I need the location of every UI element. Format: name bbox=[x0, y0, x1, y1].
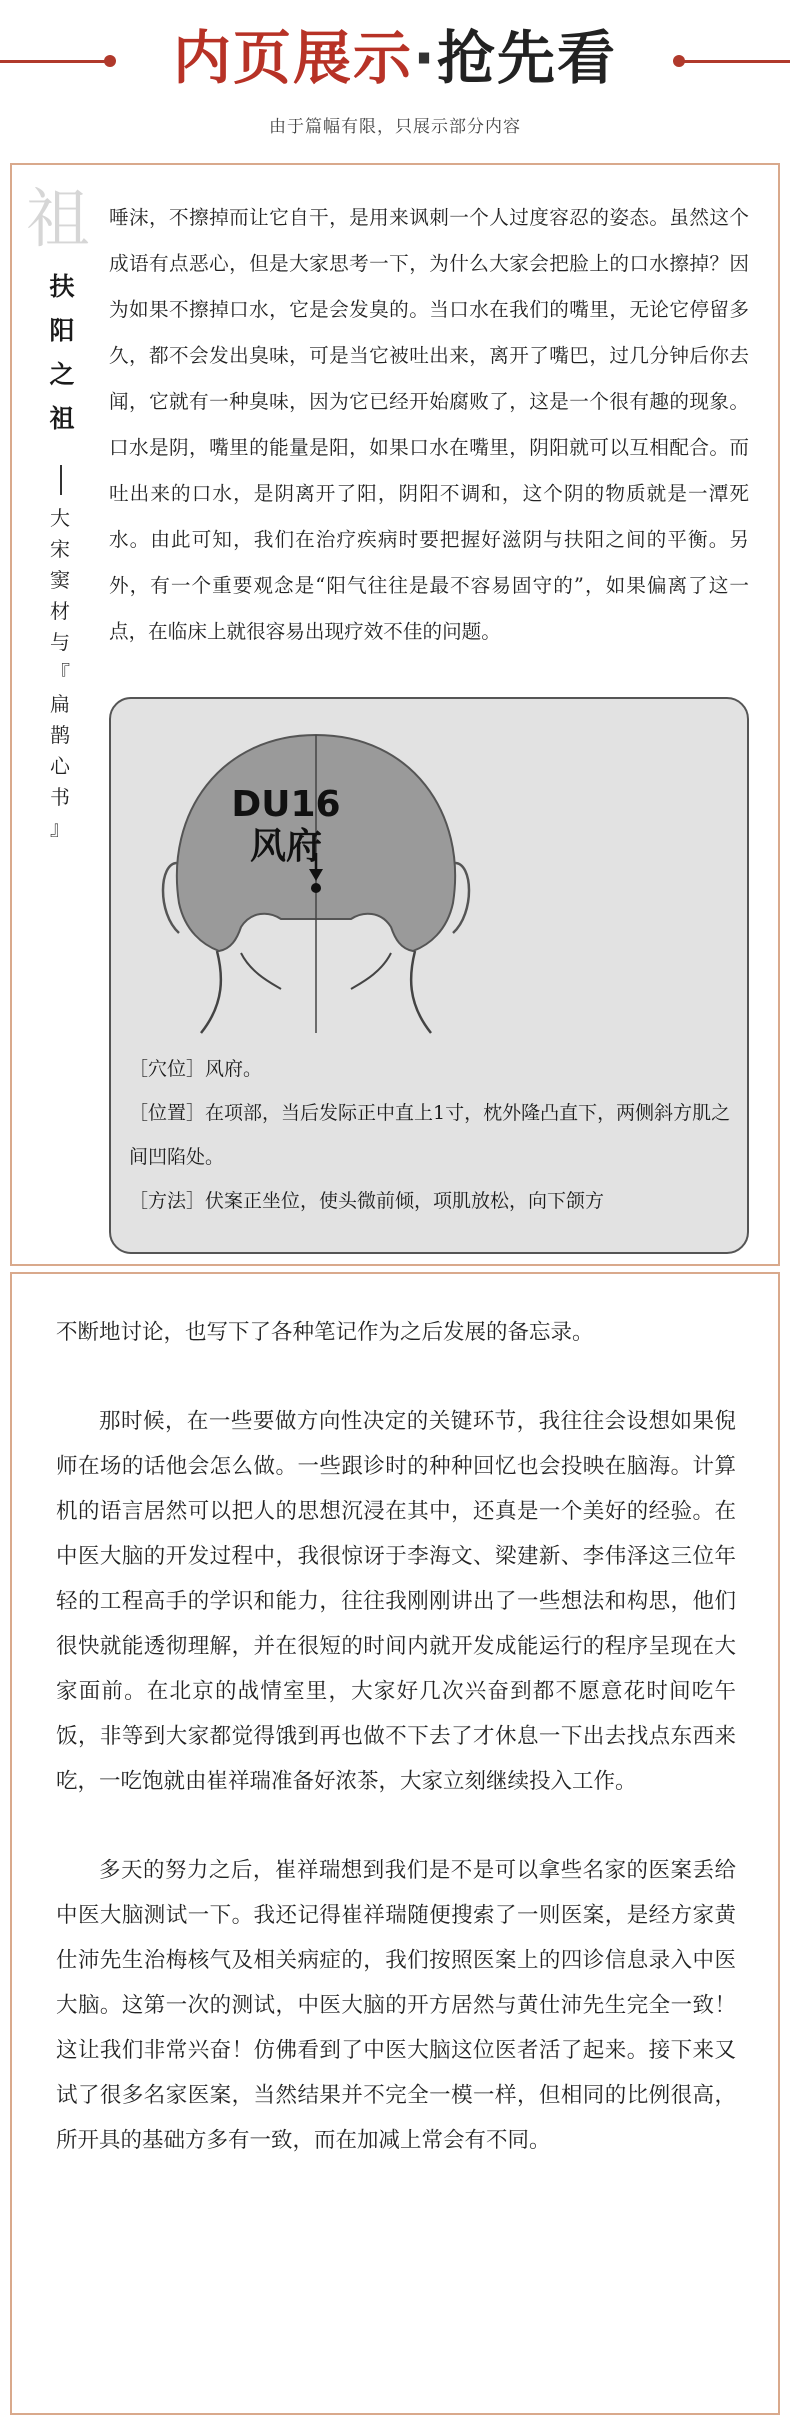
acupoint-label bbox=[206, 784, 366, 868]
header-dot-left bbox=[104, 55, 116, 67]
header-subtitle: 由于篇幅有限，只展示部分内容 bbox=[269, 117, 521, 137]
spine-sub-char: 窦 bbox=[50, 568, 70, 592]
spine-sub-char: 心 bbox=[50, 754, 70, 778]
header-title bbox=[120, 18, 670, 98]
spine-sub-char: 鹊 bbox=[50, 723, 70, 747]
book-page-2 bbox=[10, 1272, 780, 2415]
spine-title-char: 之 bbox=[49, 360, 75, 389]
spine-sub-char: 大 bbox=[50, 506, 70, 530]
acupoint-card bbox=[109, 697, 749, 1254]
spine-sub-char: 书 bbox=[50, 785, 70, 809]
header-banner bbox=[0, 0, 790, 150]
spine-title-char: 祖 bbox=[49, 404, 75, 433]
spine-sub-char: 』 bbox=[50, 816, 70, 840]
page2-paragraph: 不断地讨论，也写下了各种笔记作为之后发展的备忘录。 bbox=[56, 1320, 594, 1345]
spine-logo-watermark: 祖 bbox=[26, 183, 90, 257]
spine-sub-char: 扁 bbox=[50, 692, 70, 716]
page2-paragraph: 那时候，在一些要做方向性决定的关键环节，我往往会设想如果倪师在场的话他会怎么做。一些跟诊时的种种回忆也会投映在脑海。计算机的语言居然可以把人的思想沉浸在其中，还真是一个美好的经验。在中医大脑的开发过程中，我很惊讶于李海文、梁建新、李伟泽这三位年轻的工程高手的学识和能力，往往我刚刚讲出了一些想法和构思，他们很快就能透彻理解，并在很短的时间内就开发成能运行的程序呈现在大家面前。在北京的战情室里，大家好几次兴奋到都不愿意花时间吃午饭，非等到大家都觉得饿到再也做不下去了才休息一下出去找点东西来吃，一吃饱就由崔祥瑞准备好浓茶，大家立刻继续投入工作。 bbox=[56, 1409, 736, 1794]
spine-title-char: 扶 bbox=[49, 272, 75, 301]
acupoint-line: ［穴位］风府。 bbox=[129, 1058, 263, 1080]
spine-sub-char: 材 bbox=[50, 599, 70, 623]
acupoint-code: DU16 bbox=[231, 784, 341, 825]
acupoint-line: ［位置］在项部，当后发际正中直上1寸，枕外隆凸直下，两侧斜方肌之间凹陷处。 bbox=[129, 1102, 731, 1168]
spine-book-title bbox=[44, 265, 80, 441]
header-title-dark: 抢先看 bbox=[437, 24, 618, 92]
header-rule-left bbox=[0, 60, 106, 63]
spine-dash bbox=[60, 465, 62, 495]
spine-sub-char: 与 bbox=[50, 630, 70, 654]
book-page-1 bbox=[10, 163, 780, 1266]
acupoint-description bbox=[129, 1047, 739, 1223]
spine-title-char: 阳 bbox=[49, 316, 75, 345]
header-rule-right bbox=[684, 60, 790, 63]
head-back-illustration bbox=[151, 713, 481, 1043]
acupoint-name: 风府 bbox=[249, 826, 322, 867]
spine-sub-char: 宋 bbox=[50, 537, 70, 561]
page1-body-text: 唾沫，不擦掉而让它自干，是用来讽刺一个人过度容忍的姿态。虽然这个成语有点恶心，但是大家思考一下，为什么大家会把脸上的口水擦掉？因为如果不擦掉口水，它是会发臭的。当口水在我们的嘴里，无论它停留多久，都不会发出臭味，可是当它被吐出来，离开了嘴巴，过几分钟后你去闻，它就有一种臭味，因为它已经开始腐败了，这是一个很有趣的现象。口水是阴，嘴里的能量是阳，如果口水在嘴里，阴阳就可以互相配合。而吐出来的口水，是阴离开了阳，阴阳不调和，这个阴的物质就是一潭死水。由此可知，我们在治疗疾病时要把握好滋阴与扶阳之间的平衡。另外，有一个重要观念是“阳气往往是最不容易固守的”，如果偏离了这一点，在临床上就很容易出现疗效不佳的问题。 bbox=[109, 206, 749, 643]
page2-paragraph: 多天的努力之后，崔祥瑞想到我们是不是可以拿些名家的医案丢给中医大脑测试一下。我还记得崔祥瑞随便搜索了一则医案，是经方家黄仕沛先生治梅核气及相关病症的，我们按照医案上的四诊信息录入中医大脑。这第一次的测试，中医大脑的开方居然与黄仕沛先生完全一致！这让我们非常兴奋！仿佛看到了中医大脑这位医者活了起来。接下来又试了很多名家医案，当然结果并不完全一模一样，但相同的比例很高，所开具的基础方多有一致，而在加减上常会有不同。 bbox=[56, 1858, 736, 2153]
header-title-red: 内页展示 bbox=[172, 24, 413, 92]
acupoint-line: ［方法］伏案正坐位，使头微前倾，项肌放松，向下颌方 bbox=[129, 1190, 605, 1212]
header-title-separator: · bbox=[412, 24, 438, 92]
page2-body-text bbox=[56, 1310, 736, 2163]
spine-sub-char: 『 bbox=[50, 661, 70, 685]
spine-book-subtitle bbox=[40, 503, 80, 844]
